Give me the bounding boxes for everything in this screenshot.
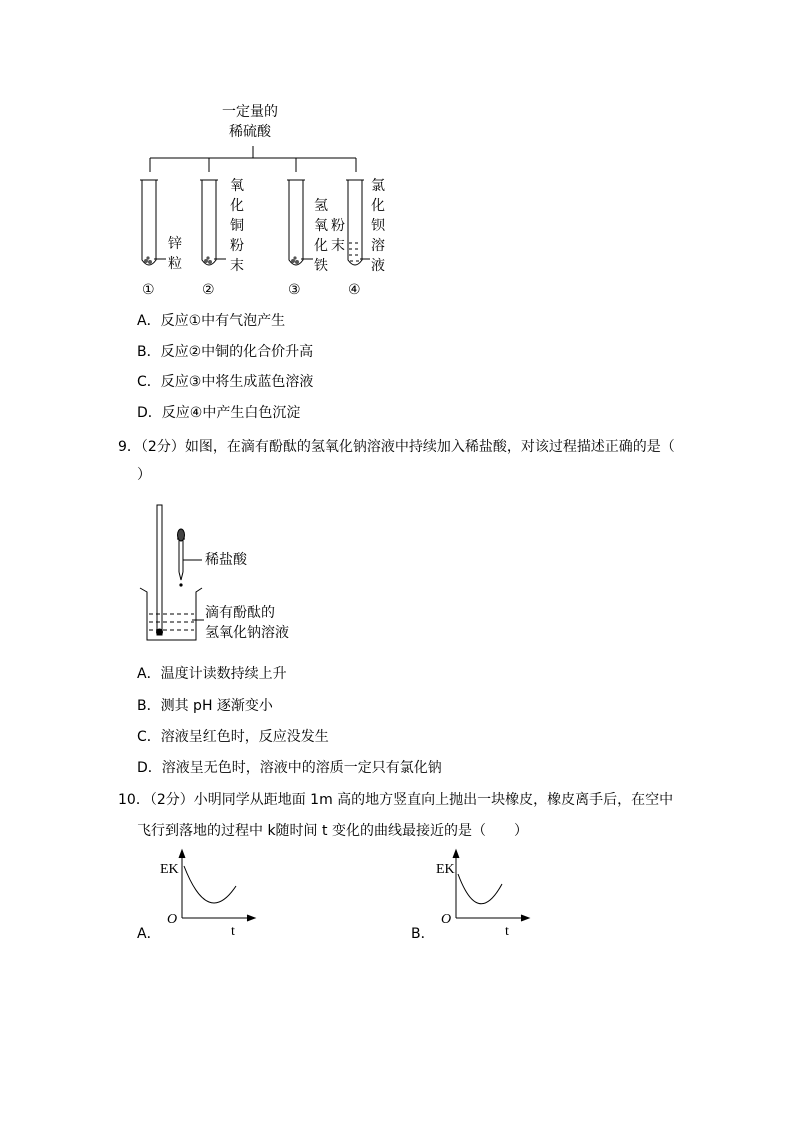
fig1-number-1: ① xyxy=(142,282,155,298)
graph-b-origin: O xyxy=(441,912,452,927)
graph-b-ylabel: EK xyxy=(436,862,455,877)
q8-option-d: D．反应④中产生白色沉淀 xyxy=(137,405,301,421)
graph-a-xlabel: t xyxy=(231,924,235,939)
fig1-label-zinc: 锌粒 xyxy=(168,236,182,272)
q10-stem-line2: 飞行到落地的过程中 k随时间 t 变化的曲线最接近的是（ ） xyxy=(137,823,528,839)
fig1-label-copper-oxide: 氧化铜粉末 xyxy=(230,178,244,274)
fig1-number-3: ③ xyxy=(288,282,301,298)
graph-a-option: A． xyxy=(137,926,161,942)
fig1-label-barium-chloride: 氯化钡溶液 xyxy=(371,178,385,274)
fig2-label-solution-1: 滴有酚酞的 xyxy=(205,605,275,621)
q9-option-c: C．溶液呈红色时，反应没发生 xyxy=(137,729,329,745)
graph-b-xlabel: t xyxy=(505,924,509,939)
q9-option-d: D．溶液呈无色时，溶液中的溶质一定只有氯化钠 xyxy=(137,760,442,776)
q8-option-a: A．反应①中有气泡产生 xyxy=(137,313,286,329)
fig1-number-4: ④ xyxy=(348,282,361,298)
fig1-top-label-1: 一定量的 xyxy=(222,104,278,120)
fig1-number-2: ② xyxy=(202,282,215,298)
fig2-label-solution-2: 氢氧化钠溶液 xyxy=(205,625,289,641)
q9-option-a: A．温度计读数持续上升 xyxy=(137,666,287,682)
q8-option-b: B．反应②中铜的化合价升高 xyxy=(137,344,314,360)
fig1-label-powder: 粉末 xyxy=(331,218,345,254)
q8-option-c: C．反应③中将生成蓝色溶液 xyxy=(137,374,314,390)
graph-a-ylabel: EK xyxy=(160,862,179,877)
fig1-top-label-2: 稀硫酸 xyxy=(229,124,271,140)
fig2-label-acid: 稀盐酸 xyxy=(205,552,247,568)
graph-b-option: B． xyxy=(411,926,435,942)
q9-stem-line1: 9．（2分）如图，在滴有酚酞的氢氧化钠溶液中持续加入稀盐酸，对该过程描述正确的是（ xyxy=(118,439,675,455)
graph-a-origin: O xyxy=(167,912,178,927)
q10-stem-line1: 10．（2分）小明同学从距地面 1m 高的地方竖直向上抛出一块橡皮，橡皮离手后，在空中 xyxy=(118,792,674,808)
q9-stem-line2: ） xyxy=(137,467,151,483)
fig1-label-iron-hydroxide: 氢氧化铁 xyxy=(314,198,328,274)
q9-option-b: B．测其 pH 逐渐变小 xyxy=(137,698,273,714)
